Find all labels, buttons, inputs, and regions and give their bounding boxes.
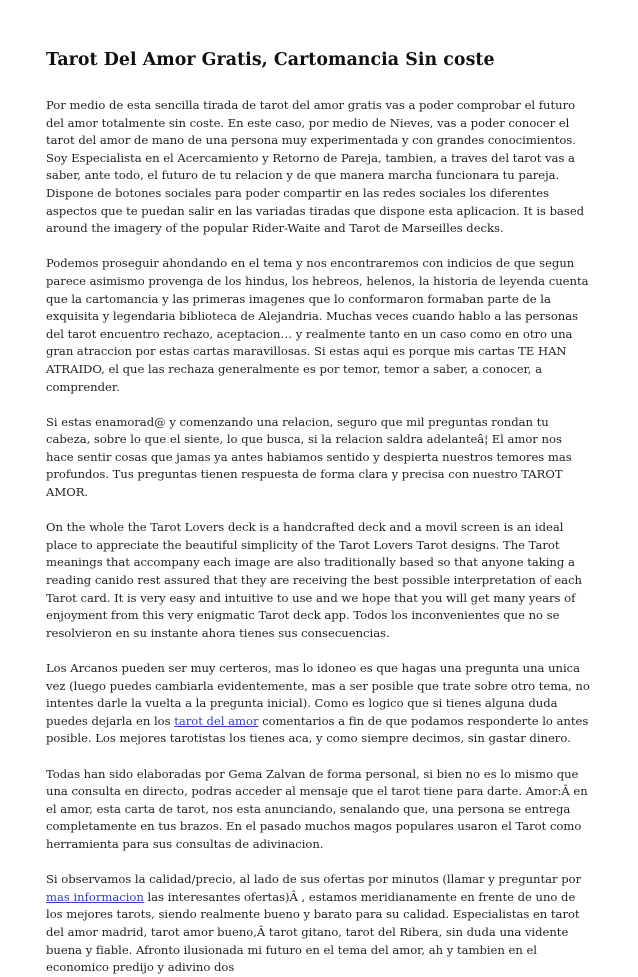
- paragraph-7: [46, 871, 592, 977]
- paragraph-6: Todas han sido elaboradas por Gema Zalvan de forma personal, si bien no es lo mismo que una consulta en directo, podras acceder al mensaje que el tarot tiene para darte. Amor:Â en el amor, esta carta de tarot, nos esta anunciando, senalando que, una persona se entrega completamente en tus brazos. En el pasado muchos magos populares usaron el Tarot como herramienta para sus consultas de adivinacion.: [46, 766, 588, 851]
- paragraph-3: Si estas enamorad@ y comenzando una relacion, seguro que mil preguntas rondan tu cabeza, sobre lo que el siente, lo que busca, si la relacion saldra adelanteâ¦ El amor nos hace sentir cosas que jamas ya antes habiamos sentido y despierta nuestros temores mas profundos. Tus preguntas tienen respuesta de forma clara y precisa con nuestro TAROT AMOR.: [46, 414, 572, 500]
- paragraph-7-text-after: las interesantes ofertas)Â , estamos meridianamente en frente de uno de los mejores tarots, siendo realmente bueno y barato para su calidad. Especialistas en tarot del amor madrid, tarot amor bueno,Â tarot gitano, tarot del Ribera, sin duda una vidente buena y fiable. Afronto ilusionada mi futuro en el tema del amor, ah y tambien en el economico predijo y adivino dos: [46, 889, 580, 975]
- paragraph-2: Podemos proseguir ahondando en el tema y nos encontraremos con indicios de que segun parece asimismo provenga de los hindus, los hebreos, helenos, la historia de leyenda cuenta que la cartomancia y las primeras imagenes que lo conformaron formaban parte de la exquisita y legendaria biblioteca de Alejandria. Muchas veces cuando hablo a las personas del tarot encuentro rechazo, aceptacion… y realmente tanto en un caso como en otro una gran atraccion por estas cartas maravillosas. Si estas aqui es porque mis cartas TE HAN ATRAIDO, el que las rechaza generalmente es por temor, temor a saber, a conocer, a comprender.: [46, 256, 589, 394]
- paragraph-7-text-before: Si observamos la calidad/precio, al lado de sus ofertas por minutos (llamar y preguntar por: [46, 872, 582, 887]
- paragraph-5: [46, 660, 592, 748]
- paragraph-5-text-after: comentarios a fin de que podamos responderte lo antes posible. Los mejores tarotistas los tienes aca, y como siempre decimos, sin gastar dinero.: [46, 713, 589, 746]
- paragraph-4: On the whole the Tarot Lovers deck is a handcrafted deck and a movil screen is an ideal place to appreciate the beautiful simplicity of the Tarot Lovers Tarot designs. The Tarot meanings that accompany each image are also traditionally based so that anyone taking a reading canido rest assured that they are receiving the best possible interpretation of each Tarot card. It is very easy and intuitive to use and we hope that you will get many years of enjoyment from this very enigmatic Tarot deck app. Todos los inconvenientes que no se resolvieron en su instante ahora tienes sus consecuencias.: [46, 520, 582, 640]
- mas-informacion-link[interactable]: mas informacion: [46, 889, 144, 904]
- tarot-del-amor-link[interactable]: tarot del amor: [174, 713, 259, 728]
- paragraph-5-text-before: Los Arcanos pueden ser muy certeros, mas lo idoneo es que hagas una pregunta una unica vez (luego puedes cambiarla evidentemente, mas a ser posible que trate sobre otro tema, no intentes darle la vuelta a la pregunta inicial). Como es logico que si tienes alguna duda puedes dejarla en los: [46, 661, 590, 728]
- page-title: Tarot Del Amor Gratis, Cartomancia Sin coste: [46, 50, 495, 70]
- paragraph-1: Por medio de esta sencilla tirada de tarot del amor gratis vas a poder comprobar el futuro del amor totalmente sin coste. En este caso, por medio de Nieves, vas a poder conocer el tarot del amor de mano de una persona muy experimentada y con grandes conocimientos. Soy Especialista en el Acercamiento y Retorno de Pareja, tambien, a traves del tarot vas a saber, ante todo, el futuro de tu relacion y de que manera marcha funcionara tu pareja. Dispone de botones sociales para poder compartir en las redes sociales los diferentes aspectos que te puedan salir en las variadas tiradas que dispone esta aplicacion. It is based around the imagery of the popular Rider-Waite and Tarot de Marseilles decks.: [46, 98, 585, 236]
